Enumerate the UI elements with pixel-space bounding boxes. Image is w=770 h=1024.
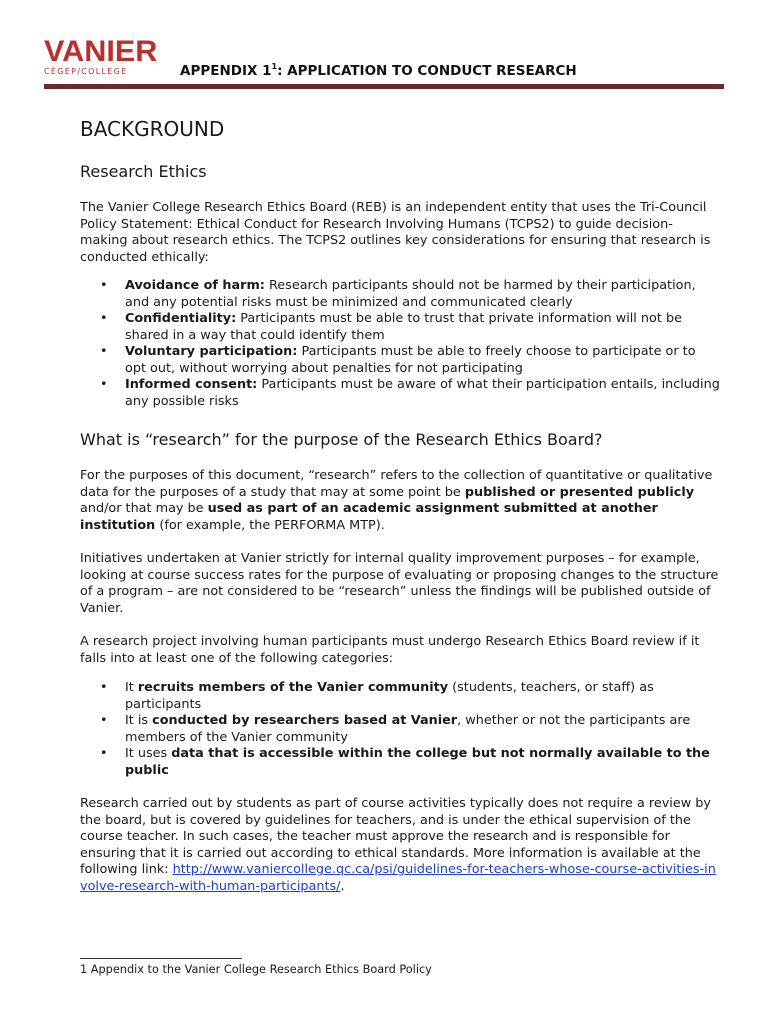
bullet-icon: •: [100, 344, 108, 359]
section-heading-background: BACKGROUND: [80, 117, 225, 141]
bullet-icon: •: [100, 713, 108, 728]
item-text: , whether or not the participants are members of the Vanier community: [125, 713, 691, 745]
subheading-research-definition: What is “research” for the purpose of the Research Ethics Board?: [80, 430, 603, 449]
title-footnote-mark[interactable]: 1: [271, 62, 278, 71]
logo-subtitle: CÉGEP/COLLEGE: [44, 67, 128, 76]
document-body: [80, 116, 720, 895]
item-label: Avoidance of harm:: [125, 278, 265, 293]
list-item: [80, 713, 720, 746]
item-label: Voluntary participation:: [125, 344, 298, 359]
item-text: Research participants should not be harmed by their participation, and any potential risks must be minimized and communicated clearly: [125, 278, 696, 310]
quality-improvement-paragraph: Initiatives undertaken at Vanier strictly for internal quality improvement purposes – for example, looking at course success rates for the purpose of evaluating or proposing changes to the structure of a program – are not considered to be “research” unless the findings will be published outside of Vanier.: [80, 551, 719, 616]
item-label: conducted by researchers based at Vanier: [152, 713, 458, 728]
ethics-considerations-list: [80, 278, 720, 410]
item-text: It uses: [125, 746, 172, 761]
item-label: data that is accessible within the college but not normally available to the public: [125, 746, 710, 778]
guidelines-link[interactable]: http://www.vaniercollege.qc.ca/psi/guidelines-for-teachers-whose-course-activities-involve-research-with-human-participants/: [80, 862, 716, 894]
footnote-separator: [80, 958, 242, 959]
list-item: [80, 278, 720, 311]
list-item: [80, 680, 720, 713]
item-text: Participants must be aware of what their participation entails, including any possible risks: [125, 377, 720, 409]
review-categories-list: [80, 680, 720, 779]
item-text: It: [125, 680, 138, 695]
bullet-icon: •: [100, 746, 108, 761]
bullet-icon: •: [100, 377, 108, 392]
intro-paragraph: The Vanier College Research Ethics Board (REB) is an independent entity that uses the Tri-Council Policy Statement: Ethical Conduct for Research Involving Humans (TCPS2) to guide decision-making about research ethics. The TCPS2 outlines key considerations for ensuring that research is conducted ethically:: [80, 200, 711, 265]
review-requirement-paragraph: A research project involving human participants must undergo Research Ethics Board review if it falls into at least one of the following categories:: [80, 634, 700, 666]
item-text: Participants must be able to trust that private information will not be shared in a way that could identify them: [125, 311, 682, 343]
title-prefix: APPENDIX 1: [180, 63, 272, 79]
text-run: For the purposes of this document, “research” refers to the collection of quantitative or qualitative data for the purposes of a study that may at some point be: [80, 468, 713, 500]
student-research-paragraph: [80, 796, 720, 895]
item-text: (students, teachers, or staff) as participants: [125, 680, 654, 712]
subheading-research-ethics: Research Ethics: [80, 162, 207, 181]
item-text: Participants must be able to freely choose to participate or to opt out, without worrying about penalties for not participating: [125, 344, 696, 376]
page-title: [180, 62, 577, 79]
definition-paragraph: [80, 468, 720, 534]
list-item: [80, 344, 720, 377]
logo-wordmark: VANIER: [44, 35, 158, 68]
bullet-icon: •: [100, 680, 108, 695]
list-item: [80, 377, 720, 410]
text-run: .: [340, 878, 345, 894]
text-run-bold: used as part of an academic assignment submitted at another institution: [80, 501, 658, 533]
list-item: [80, 746, 720, 779]
text-run-bold: published or presented publicly: [464, 484, 695, 500]
bullet-icon: •: [100, 311, 108, 326]
list-item: [80, 311, 720, 344]
bullet-icon: •: [100, 278, 108, 293]
vanier-logo: [44, 35, 162, 76]
item-label: Confidentiality:: [125, 311, 237, 326]
footnote: 1 Appendix to the Vanier College Research Ethics Board Policy: [80, 963, 432, 976]
title-suffix: : APPLICATION TO CONDUCT RESEARCH: [277, 63, 577, 79]
header-rule: [44, 84, 724, 89]
item-label: Informed consent:: [125, 377, 258, 392]
text-run: Research carried out by students as part of course activities typically does not require a review by the board, but is covered by guidelines for teachers, and is under the ethical supervision of the course teacher. In such cases, the teacher must approve the research and is responsible for ensuring that it is carried out according to ethical standards. More information is available at the following link:: [80, 796, 711, 877]
item-label: recruits members of the Vanier community: [137, 680, 449, 695]
item-text: It is: [125, 713, 153, 728]
text-run: (for example, the PERFORMA MTP).: [155, 517, 385, 533]
text-run: and/or that may be: [80, 501, 208, 516]
